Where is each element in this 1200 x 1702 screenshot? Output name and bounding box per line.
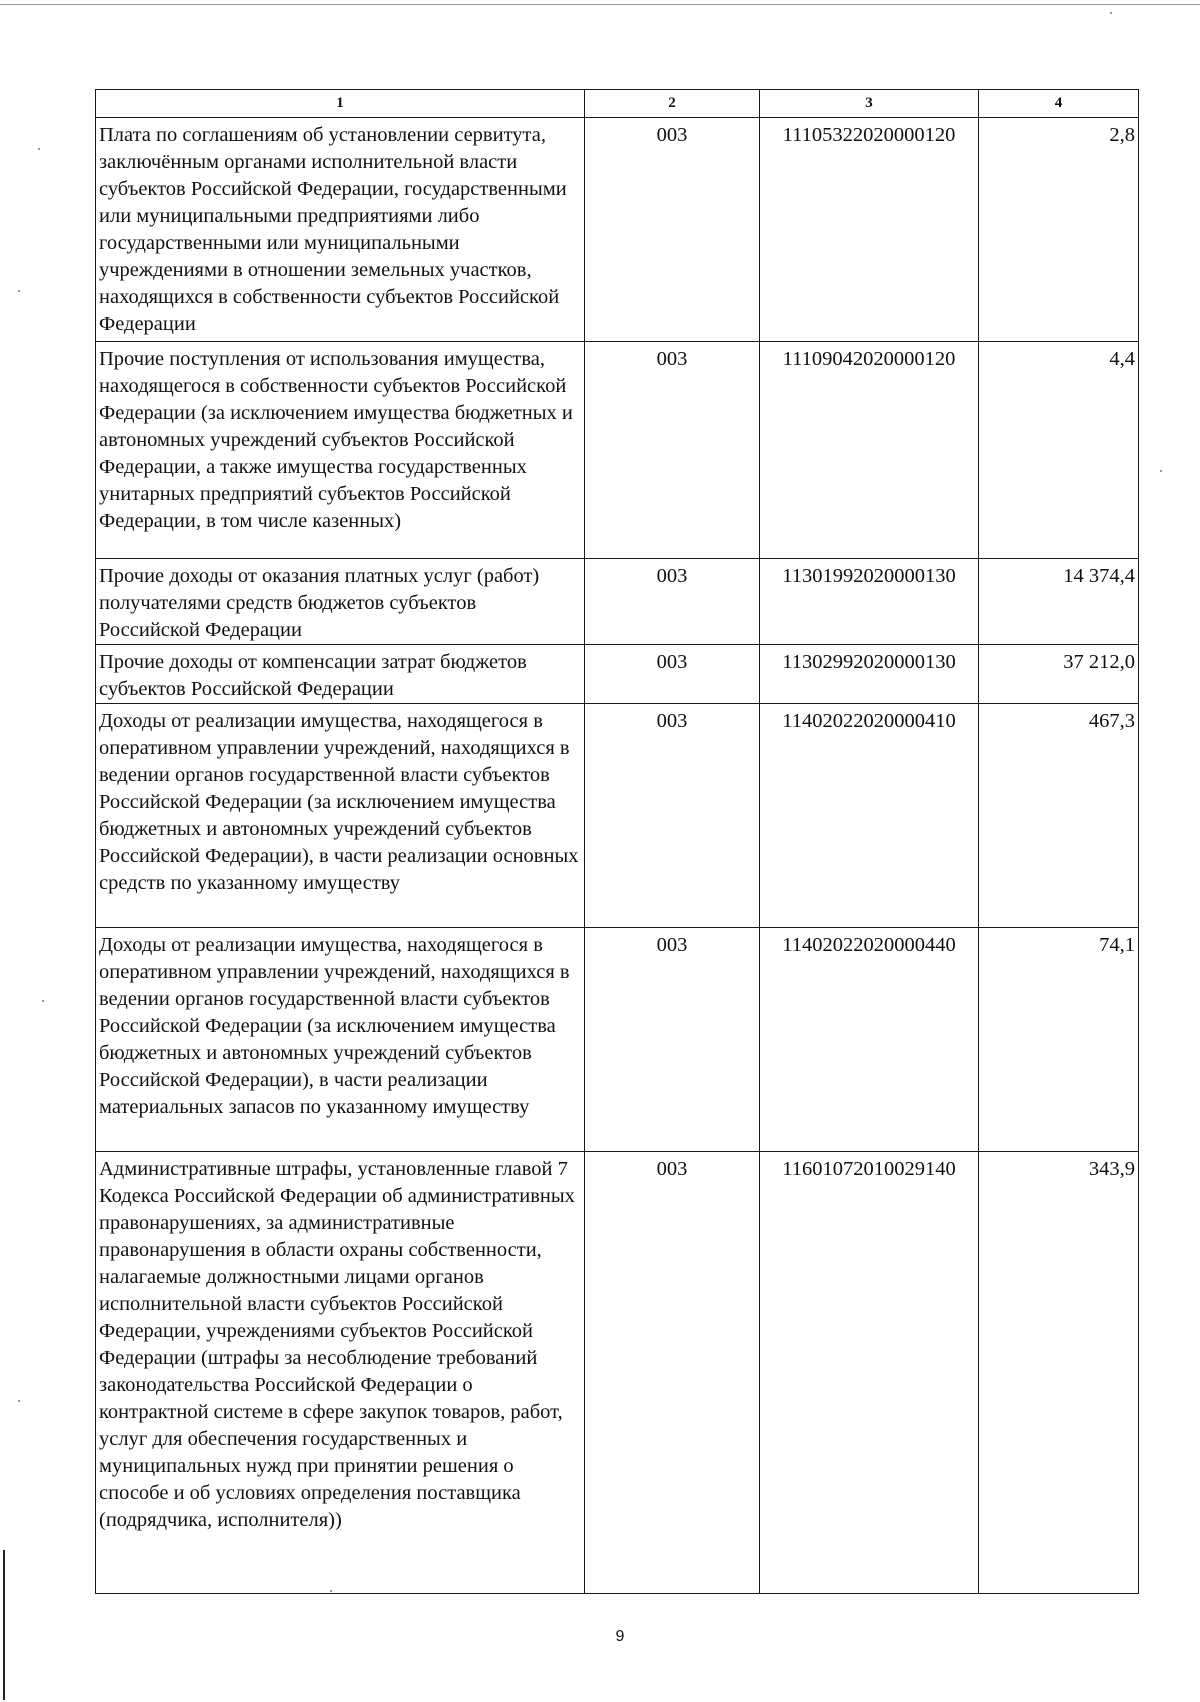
admin-code-cell: 003 <box>585 1152 760 1594</box>
budget-code-cell: 11105322020000120 <box>760 118 979 342</box>
table-row <box>96 1152 1139 1594</box>
table-row <box>96 928 1139 1152</box>
budget-code-cell: 11301992020000130 <box>760 559 979 645</box>
budget-code-cell: 11302992020000130 <box>760 645 979 704</box>
column-header-3: 3 <box>760 90 979 118</box>
revenue-name-cell: Плата по соглашениям об установлении сервитута, заключённым органами исполнительной власти субъектов Российской Федерации, государственными или муниципальными предприятиями либо государственными или муниципальными учреждениями в отношении земельных участков, находящихся в собственности субъектов Российской Федерации <box>96 118 585 342</box>
budget-code-cell: 11601072010029140 <box>760 1152 979 1594</box>
table-row <box>96 704 1139 928</box>
table-row <box>96 118 1139 342</box>
column-header-4: 4 <box>979 90 1139 118</box>
amount-cell: 37 212,0 <box>979 645 1139 704</box>
table-row <box>96 559 1139 645</box>
amount-cell: 467,3 <box>979 704 1139 928</box>
revenue-name-cell: Доходы от реализации имущества, находящегося в оперативном управлении учреждений, находящихся в ведении органов государственной власти субъектов Российской Федерации (за исключением имущества бюджетных и автономных учреждений субъектов Российской Федерации), в части реализации материальных запасов по указанному имуществу <box>96 928 585 1152</box>
scan-speck <box>38 148 40 150</box>
revenue-name-cell: Прочие доходы от компенсации затрат бюджетов субъектов Российской Федерации <box>96 645 585 704</box>
scan-speck <box>18 290 20 292</box>
budget-code-cell: 11109042020000120 <box>760 342 979 559</box>
page-number: 9 <box>615 1628 625 1645</box>
admin-code-cell: 003 <box>585 645 760 704</box>
column-header-2: 2 <box>585 90 760 118</box>
amount-cell: 343,9 <box>979 1152 1139 1594</box>
scan-speck <box>1160 470 1162 472</box>
amount-cell: 4,4 <box>979 342 1139 559</box>
admin-code-cell: 003 <box>585 342 760 559</box>
header-row <box>96 90 1139 118</box>
budget-code-cell: 11402022020000440 <box>760 928 979 1152</box>
scan-speck <box>18 1400 20 1402</box>
amount-cell: 14 374,4 <box>979 559 1139 645</box>
amount-cell: 2,8 <box>979 118 1139 342</box>
table-row <box>96 342 1139 559</box>
column-header-1: 1 <box>96 90 585 118</box>
amount-cell: 74,1 <box>979 928 1139 1152</box>
admin-code-cell: 003 <box>585 928 760 1152</box>
revenue-name-cell: Прочие доходы от оказания платных услуг (работ) получателями средств бюджетов субъектов Российской Федерации <box>96 559 585 645</box>
revenue-name-cell: Прочие поступления от использования имущества, находящегося в собственности субъектов Российской Федерации (за исключением имущества бюджетных и автономных учреждений субъектов Российской Федерации, а также имущества государственных унитарных предприятий субъектов Российской Федерации, в том числе казенных) <box>96 342 585 559</box>
scan-edge-mark <box>3 1550 5 1700</box>
admin-code-cell: 003 <box>585 559 760 645</box>
table-row <box>96 645 1139 704</box>
scan-speck <box>42 1000 44 1002</box>
revenue-table <box>95 89 1139 1594</box>
admin-code-cell: 003 <box>585 118 760 342</box>
revenue-name-cell: Доходы от реализации имущества, находящегося в оперативном управлении учреждений, находящихся в ведении органов государственной власти субъектов Российской Федерации (за исключением имущества бюджетных и автономных учреждений субъектов Российской Федерации), в части реализации основных средств по указанному имуществу <box>96 704 585 928</box>
revenue-name-cell: Административные штрафы, установленные главой 7 Кодекса Российской Федерации об административных правонарушениях, за административные правонарушения в области охраны собственности, налагаемые должностными лицами органов исполнительной власти субъектов Российской Федерации, учреждениями субъектов Российской Федерации (штрафы за несоблюдение требований законодательства Российской Федерации о контрактной системе в сфере закупок товаров, работ, услуг для обеспечения государственных и муниципальных нужд при принятии решения о способе и об условиях определения поставщика (подрядчика, исполнителя)) <box>96 1152 585 1594</box>
scan-edge-line <box>0 4 1200 5</box>
budget-code-cell: 11402022020000410 <box>760 704 979 928</box>
scan-speck <box>1110 12 1112 14</box>
admin-code-cell: 003 <box>585 704 760 928</box>
